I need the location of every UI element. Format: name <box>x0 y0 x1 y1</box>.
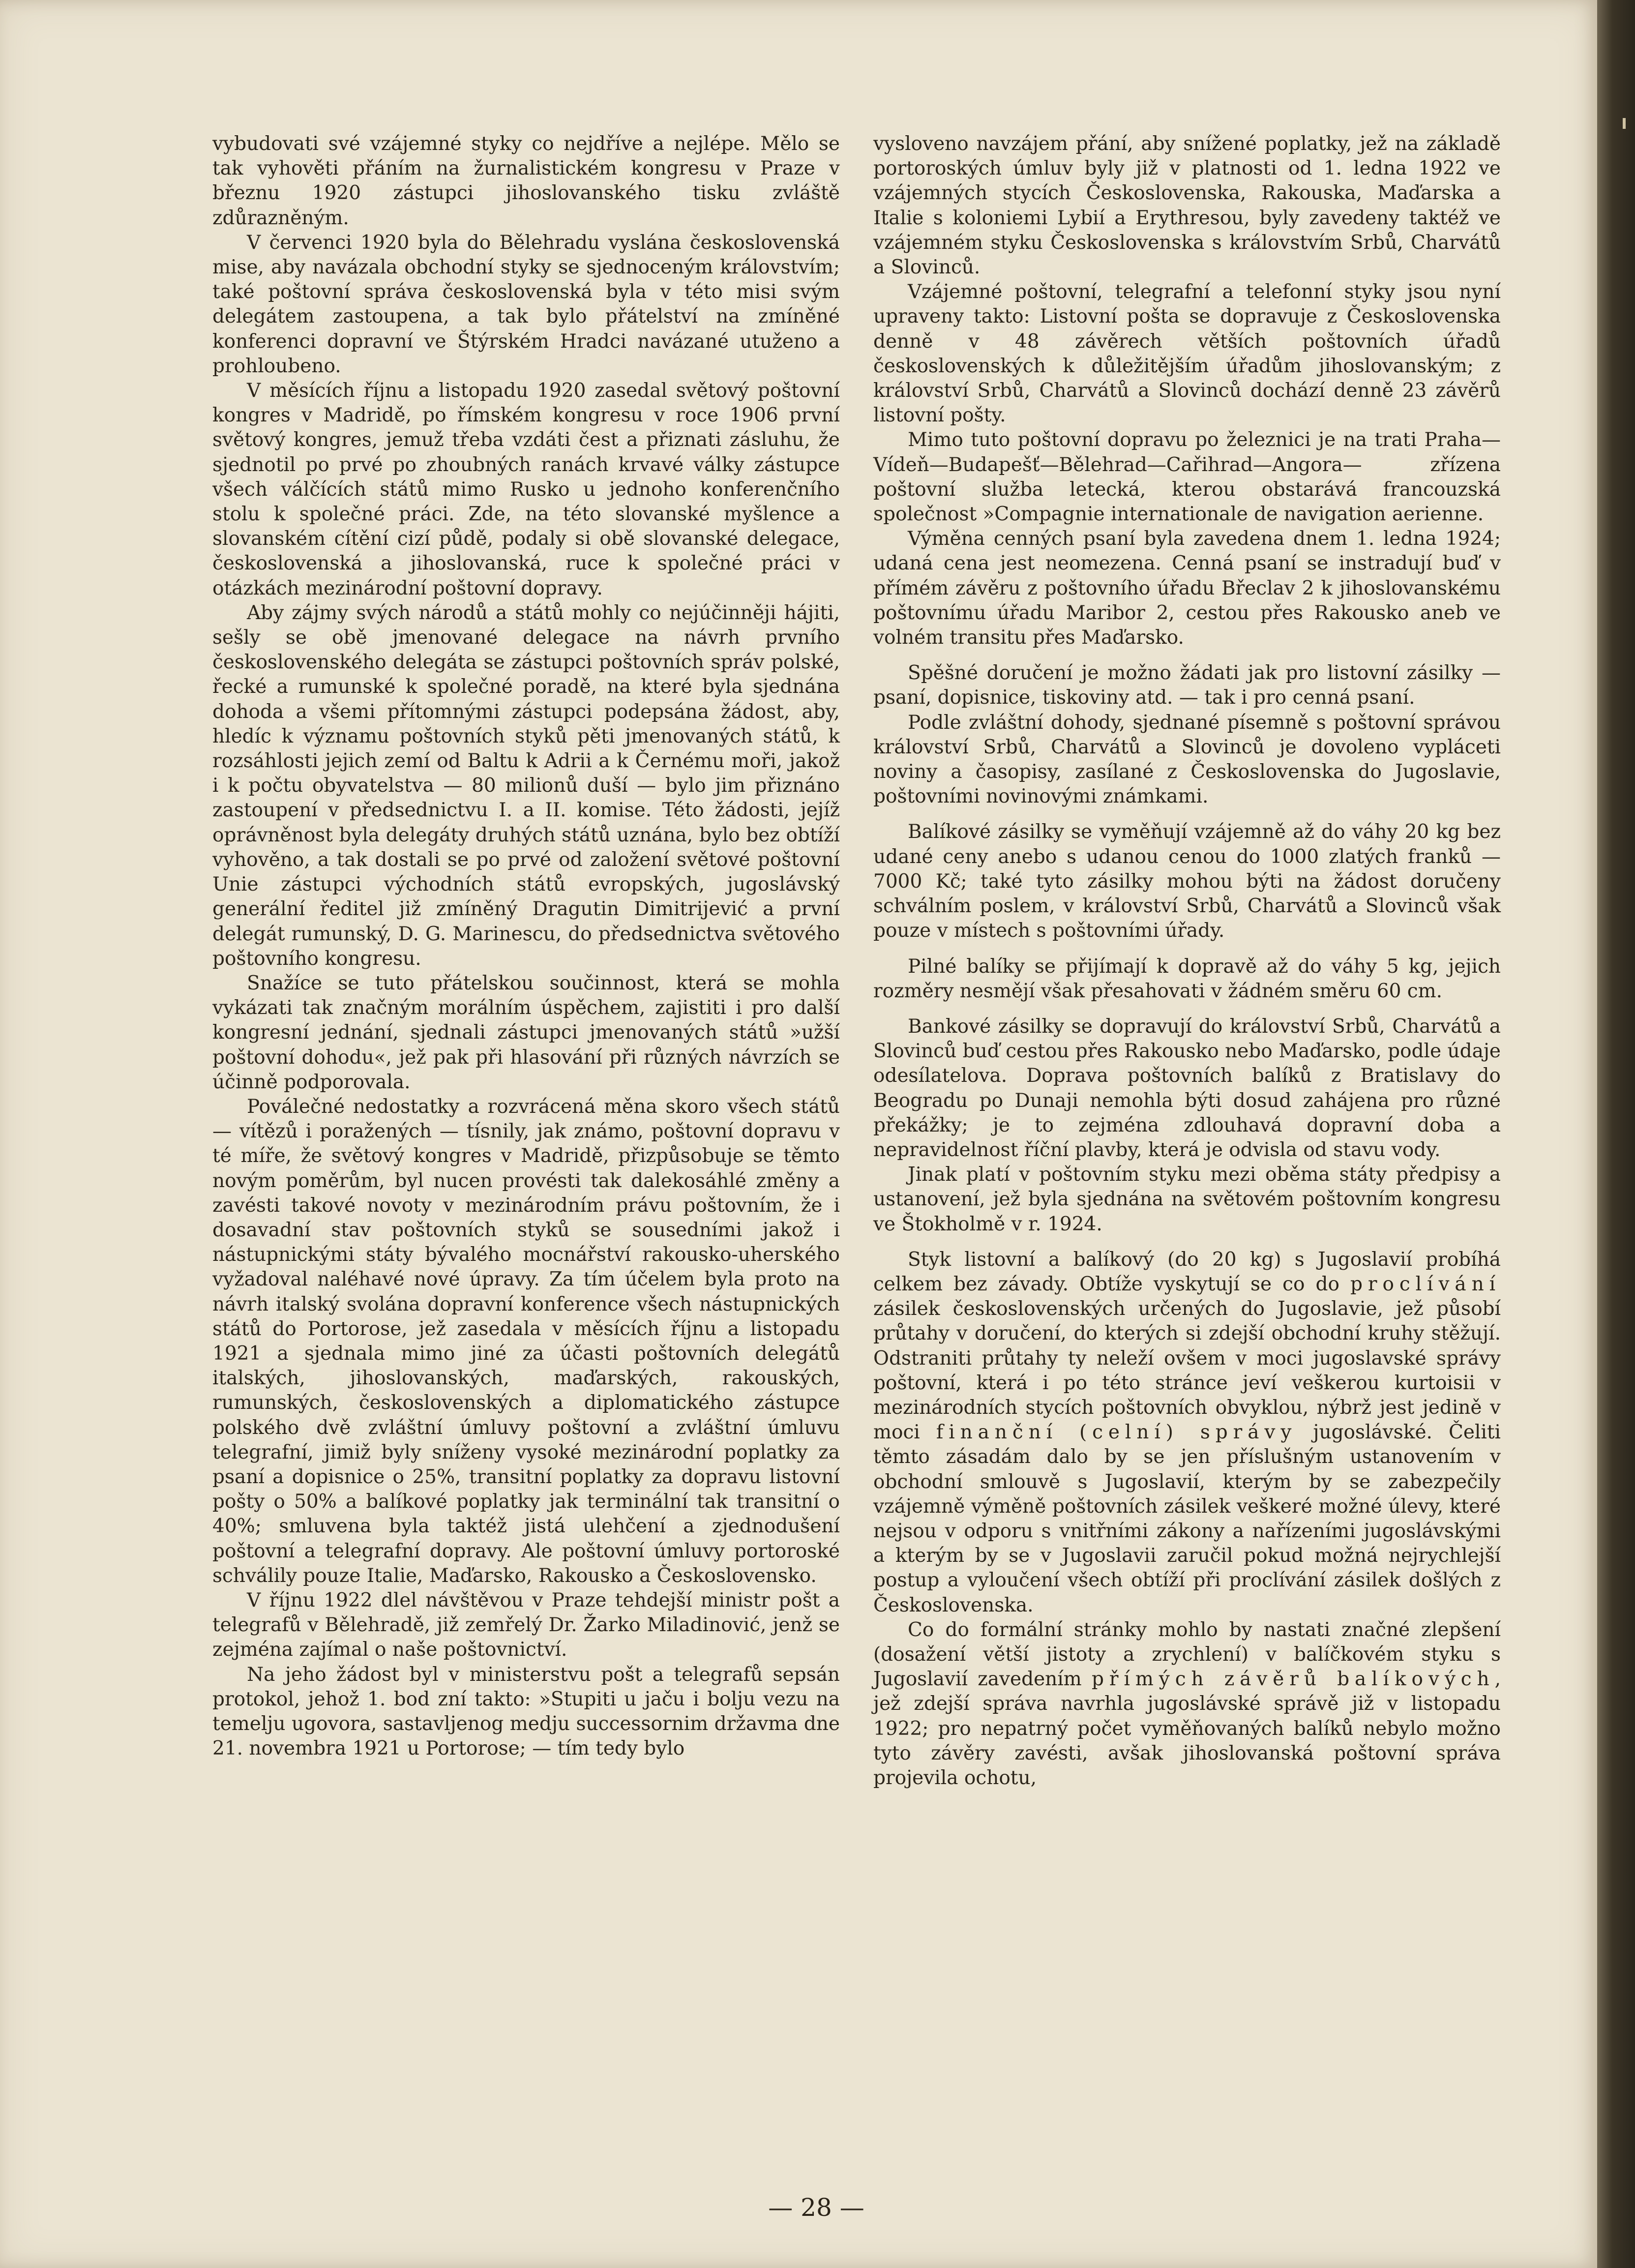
paragraph-text: Poválečné nedostatky a rozvrácená měna skoro všech států — vítězů i poražených — tísnily, jak známo, poštovní dopravu v té míře, že světový kongres v Madridě, přizpůsobuje se těmto novým poměrům, byl nucen provésti tak dalekosáhlé změny a zavésti takové novoty v mezinárodním právu poštovním, že i dosavadní stav poštovních styků se sousedními jakož i nástupnickými státy bývalého mocnářství rakousko-uherského vyžadoval naléhavé nové úpravy. Za tím účelem byla proto na návrh italský svolána dopravní konference všech nástupnických států do Portorose, jež zasedala v měsících říjnu a listopadu 1921 a sjednala mimo jiné za účasti poštovních delegátů italských, jihoslovanských, maďarských, rakouských, rumunských, československých a diplomatického zástupce polského dvě zvláštní úmluvy poštovní a zvláštní úmluvu telegrafní, jimiž byly sníženy vysoké mezinárodní poplatky za psaní a dopisnice o 25%, transitní poplatky za dopravu listovní pošty o 50% a balíkové poplatky jak terminální tak transitní o 40%; smluvena byla taktéž jistá ulehčení a zjednodušení poštovní a telegrafní dopravy. Ale poštovní úmluvy portoroské schválily pouze Italie, Maďarsko, Rakousko a Československo. <box>212 1095 840 1587</box>
paragraph-text: Vzájemné poštovní, telegrafní a telefonní styky jsou nyní upraveny takto: Listovní pošta se dopravuje z Československa denně v 48 závěrech větších poštovních úřadů československých k důležitějším úřadům jihoslovanským; z království Srbů, Charvátů a Slovinců dochází denně 23 závěrů listovní pošty. <box>873 281 1501 427</box>
paragraph-text: V červenci 1920 byla do Bělehradu vyslána československá mise, aby navázala obchodní styky se sjednoceným královstvím; také poštovní správa československá byla v této misi svým delegátem zastoupena, a tak bylo přátelství na zmíněné konferenci dopravní ve Štýrském Hradci navázané utuženo a prohloubeno. <box>212 231 840 377</box>
paragraph <box>873 1248 1501 1618</box>
paragraph-text: Výměna cenných psaní byla zavedena dnem 1. ledna 1924; udaná cena jest neomezena. Cenná psaní se instradují buď v přímém závěru z poštovního úřadu Břeclav 2 k jihoslovanskému poštovnímu úřadu Maribor 2, cestou přes Rakousko aneb ve volném transitu přes Maďarsko. <box>873 528 1501 649</box>
paragraph-text: Balíkové zásilky se vyměňují vzájemně až do váhy 20 kg bez udané ceny anebo s udanou cenou do 1000 zlatých franků — 7000 Kč; také tyto zásilky mohou býti na žádost doručeny schválním poslem, v království Srbů, Charvátů a Slovinců však pouze v místech s poštovními úřady. <box>873 821 1501 942</box>
paragraph <box>873 527 1501 650</box>
paragraph-text: Spěšné doručení je možno žádati jak pro listovní zásilky — psaní, dopisnice, tiskoviny atd. — tak i pro cenná psaní. <box>873 662 1501 709</box>
edge-mark <box>1623 118 1626 129</box>
paragraph-text: Bankové zásilky se dopravují do království Srbů, Charvátů a Slovinců buď cestou přes Rakousko nebo Maďarsko, podle údaje odesílatelova. Doprava poštovních balíků z Bratislavy do Beogradu po Dunaji nemohla býti dosud zahájena pro různé překážky; je to zejména zdlouhavá dopravní doba a nepravidelnost říční plavby, která je odvisla od stavu vody. <box>873 1015 1501 1161</box>
paragraph <box>873 428 1501 527</box>
paragraph <box>212 132 840 231</box>
paragraph <box>873 280 1501 428</box>
paragraph <box>873 1163 1501 1237</box>
paragraph-text: Co do formální stránky mohlo by nastati značné zlepšení (dosažení větší jistoty a zrychlení) v balíčkovém styku s Jugoslavií zavedením <box>873 1618 1501 1691</box>
paragraph <box>873 711 1501 809</box>
right-text-column <box>873 132 1501 1791</box>
paragraph <box>212 379 840 601</box>
paragraph-text: Jinak platí v poštovním styku mezi oběma státy předpisy a ustanovení, jež byla sjednána na světovém poštovním kongresu ve Štokholmě v r. 1924. <box>873 1164 1501 1235</box>
paragraph-text: Na jeho žádost byl v ministerstvu pošt a telegrafů sepsán protokol, jehož 1. bod zní takto: »Stupiti u jaču i bolju vezu na temelju ugovora, sastavljenog medju successornim državma dne 21. novembra 1921 u Portorose; — tím tedy bylo <box>212 1663 840 1760</box>
paragraph <box>212 971 840 1095</box>
paragraph-text: zásilek československých určených do Jugoslavie, jež působí průtahy v doručení, do kterých si zdejší obchodní kruhy stěžují. Odstraniti průtahy ty neleží ovšem v moci jugoslavské správy poštovní, která i po této stránce jeví veškerou kurtoisii v mezinárodních stycích poštovních obvyklou, nýbrž jest jedině v moci <box>873 1298 1501 1444</box>
paragraph-text: V měsících říjnu a listopadu 1920 zasedal světový poštovní kongres v Madridě, po římském kongresu v roce 1906 první světový kongres, jemuž třeba vzdáti čest a přiznati zásluhu, že sjednotil po prvé po zhoubných ranách krvavé války zástupce všech válčících států mimo Rusko u jednoho konferenčního stolu k společné práci. Zde, na této slovanské myšlence a slovanském cítění cizí půdě, podaly si obě slovanské delegace, československá a jihoslovanská, ruce k společné práci v otázkách mezinárodní poštovní dopravy. <box>212 380 840 599</box>
paragraph-text: V říjnu 1922 dlel návštěvou v Praze tehdejší ministr pošt a telegrafů v Bělehradě, již zemřelý Dr. Žarko Miladinović, jenž se zejména zajímal o naše poštovnictví. <box>212 1589 840 1661</box>
page-binding-edge <box>1597 0 1635 2268</box>
spaced-emphasis-text: proclívání <box>1350 1273 1501 1295</box>
paragraph <box>873 955 1501 1004</box>
paragraph <box>873 1618 1501 1791</box>
paragraph <box>873 1015 1501 1163</box>
page-number: — 28 — <box>768 2193 864 2222</box>
paragraph-text: vybudovati své vzájemné styky co nejdříve a nejlépe. Mělo se tak vyhověti přáním na žurnalistickém kongresu v Praze v březnu 1920 zástupci jihoslovanského tisku zvláště zdůrazněným. <box>212 133 840 229</box>
paragraph <box>212 1095 840 1588</box>
spaced-emphasis-text: finanční (celní) správy <box>936 1421 1297 1444</box>
paragraph-text: Podle zvláštní dohody, sjednané písemně s poštovní správou království Srbů, Charvátů a Slovinců je dovoleno vypláceti noviny a časopisy, zasílané z Československa do Jugoslavie, poštovními novinovými známkami. <box>873 711 1501 808</box>
paragraph-text: Snažíce se tuto přátelskou součinnost, která se mohla vykázati tak značným morálním úspěchem, zajistiti i pro další kongresní jednání, sjednali zástupci jmenovaných států »užší poštovní dohodu«, jež pak při hlasování při různých návrzích se účinně podporovala. <box>212 972 840 1093</box>
paragraph <box>873 132 1501 280</box>
paragraph-text: Styk listovní a balíkový (do 20 kg) s Jugoslavií probíhá celkem bez závady. Obtíže vyskytují se co do <box>873 1248 1501 1295</box>
paragraph-text: Aby zájmy svých národů a států mohly co nejúčinněji hájiti, sešly se obě jmenované delegace na návrh prvního československého delegáta se zástupci poštovních správ polské, řecké a rumunské k společné poradě, na které byla sjednána dohoda a všemi přítomnými zástupci podepsána žádost, aby, hledíc k významu poštovních styků pěti jmenovaných států, k rozsáhlosti jejich zemí od Baltu k Adrii a k Černému moři, jakož i k počtu obyvatelstva — 80 milionů duší — bylo jim přiznáno zastoupení v předsednictvu I. a II. komise. Této žádosti, jejíž oprávněnost byla delegáty druhých států uznána, bylo bez obtíží vyhověno, a tak dostali se po prvé od založení světové poštovní Unie zástupci východních států evropských, jugoslávský generální ředitel již zmíněný Dragutin Dimitrijević a první delegát rumunský, D. G. Marinescu, do předsednictva světového poštovního kongresu. <box>212 601 840 970</box>
paragraph-text: vysloveno navzájem přání, aby snížené poplatky, jež na základě portoroských úmluv byly již v platnosti od 1. ledna 1922 ve vzájemných stycích Československa, Rakouska, Maďarska a Italie s koloniemi Lybií a Erythresou, byly zavedeny taktéž ve vzájemném styku Československa s královstvím Srbů, Charvátů a Slovinců. <box>873 133 1501 279</box>
paragraph-text: jugoslávské. Čeliti těmto zásadám dalo by se jen příslušným ustanovením v obchodní smlouvě s Jugoslavií, kterým by se zabezpečily vzájemně výměně poštovních zásilek veškeré možné úlevy, které nejsou v odporu s vnitřními zákony a nařízeními jugoslávskými a kterým by se v Jugoslavii zaručil pokud možná nejrychlejší postup a vyloučení všech obtíží při proclívání zásilek došlých z Československa. <box>873 1421 1501 1616</box>
paragraph <box>873 820 1501 943</box>
spaced-emphasis-text: přímých závěrů balíkových <box>1092 1668 1495 1691</box>
paragraph-text: Mimo tuto poštovní dopravu po železnici je na trati Praha—Vídeň—Budapešť—Bělehrad—Cařihrad—Angora— zřízena poštovní služba letecká, kterou obstarává francouzská společnost »Compagnie internationale de navigation aerienne. <box>873 429 1501 526</box>
paragraph <box>212 1588 840 1663</box>
paragraph <box>873 661 1501 710</box>
paragraph-text: , jež zdejší správa navrhla jugoslávské správě již v listopadu 1922; pro nepatrný počet vyměňovaných balíků nebylo možno tyto závěry zavésti, avšak jihoslovanská poštovní správa projevila ochotu, <box>873 1668 1501 1789</box>
paragraph-text: Pilné balíky se přijímají k dopravě až do váhy 5 kg, jejich rozměry nesmějí však přesahovati v žádném směru 60 cm. <box>873 955 1501 1002</box>
left-text-column <box>212 132 840 1761</box>
paragraph <box>212 231 840 379</box>
paragraph <box>212 601 840 971</box>
paragraph <box>212 1663 840 1761</box>
